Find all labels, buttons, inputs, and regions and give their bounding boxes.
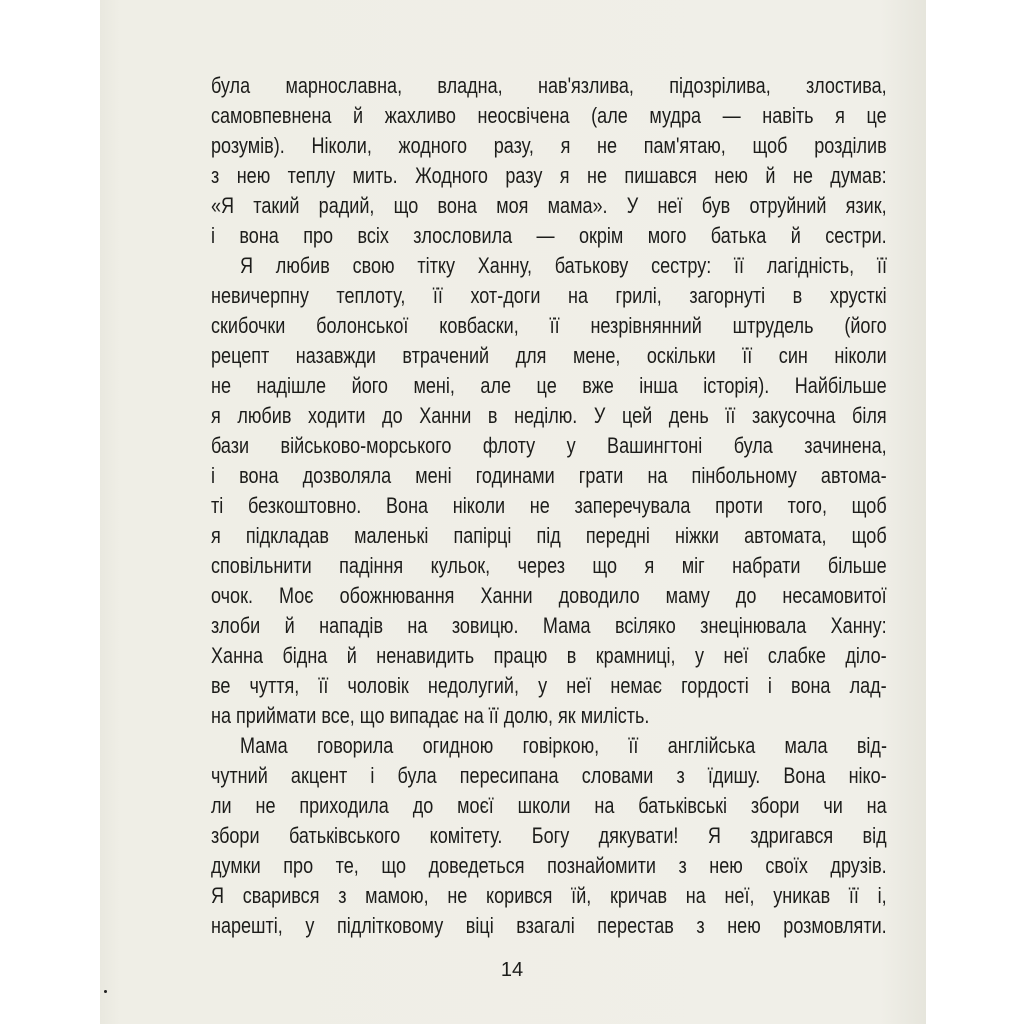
text-line-content: Я сварився з мамою, не корився їй, кричав на неї, уникав її і, [211, 883, 887, 908]
text-line-content: я любив ходити до Ханни в неділю. У цей день її закусочна біля [211, 403, 887, 428]
text-line [211, 551, 887, 581]
text-line-content: очок. Моє обожнювання Ханни доводило маму до несамовитої [211, 583, 887, 608]
text-line [211, 641, 887, 671]
text-line [211, 101, 887, 131]
text-line [211, 581, 887, 611]
text-line [211, 71, 887, 101]
text-line [211, 491, 887, 521]
text-line-content: на приймати все, що випадає на її долю, як милість. [211, 703, 650, 728]
text-line-content: ті безкоштовно. Вона ніколи не заперечувала проти того, щоб [211, 493, 887, 518]
text-line-content: Мама говорила огидною говіркою, її англійська мала від- [240, 733, 887, 758]
text-line [211, 161, 887, 191]
text-line-content: не надішле його мені, але це вже інша історія). Найбільше [211, 373, 887, 398]
text-line [211, 341, 887, 371]
text-line [211, 431, 887, 461]
text-line [211, 401, 887, 431]
text-line [211, 851, 887, 881]
text-line [211, 311, 887, 341]
text-line-content: я підкладав маленькі папірці під передні ніжки автомата, щоб [211, 523, 887, 548]
text-line-content: думки про те, що доведеться познайомити з нею своїх друзів. [211, 853, 887, 878]
text-line-content: була марнославна, владна, нав'язлива, підозрілива, злостива, [211, 73, 887, 98]
text-line [211, 881, 887, 911]
text-line [211, 221, 887, 251]
text-line [211, 791, 887, 821]
text-line-content: і вона про всіх злословила — окрім мого батька й сестри. [211, 223, 887, 248]
text-line [211, 701, 887, 731]
text-line [211, 731, 887, 761]
page-number: 14 [500, 959, 524, 981]
speck [104, 990, 107, 993]
text-line-content: з нею теплу мить. Жодного разу я не пишався нею й не думав: [211, 163, 887, 188]
text-line-content: «Я такий радий, що вона моя мама». У неї був отруйний язик, [211, 193, 887, 218]
text-line-content: чутний акцент і була пересипана словами з їдишу. Вона ніко- [211, 763, 887, 788]
text-line-content: збори батьківського комітету. Богу дякувати! Я здригався від [211, 823, 887, 848]
text-line [211, 251, 887, 281]
text-line-content: невичерпну теплоту, її хот-доги на грилі, загорнуті в хрусткі [211, 283, 887, 308]
text-line [211, 131, 887, 161]
text-line-content: ли не приходила до моєї школи на батьківські збори чи на [211, 793, 887, 818]
text-line-content: злоби й нападів на зовицю. Мама всіляко знецінювала Ханну: [211, 613, 887, 638]
text-line [211, 281, 887, 311]
text-line [211, 191, 887, 221]
text-line-content: і вона дозволяла мені годинами грати на пінбольному автома- [211, 463, 887, 488]
text-line-content: розумів). Ніколи, жодного разу, я не пам'ятаю, щоб розділив [211, 133, 887, 158]
text-line-content: Я любив свою тітку Ханну, батькову сестру: її лагідність, її [240, 253, 887, 278]
text-line-content: рецепт назавжди втрачений для мене, оскільки її син ніколи [211, 343, 887, 368]
text-line [211, 611, 887, 641]
text-line [211, 821, 887, 851]
text-line-content: самовпевнена й жахливо неосвічена (але мудра — навіть я це [211, 103, 887, 128]
text-line [211, 671, 887, 701]
text-line [211, 521, 887, 551]
text-line [211, 761, 887, 791]
text-line-content: скибочки болонської ковбаски, її незрівнянний штрудель (його [211, 313, 887, 338]
text-line-content: Ханна бідна й ненавидить працю в крамниці, у неї слабке діло- [211, 643, 887, 668]
text-line-content: сповільнити падіння кульок, через що я міг набрати більше [211, 553, 887, 578]
text-line-content: бази військово-морського флоту у Вашингтоні була зачинена, [211, 433, 887, 458]
text-line-content: ве чуття, її чоловік недолугий, у неї немає гордості і вона лад- [211, 673, 887, 698]
text-line-content: нарешті, у підлітковому віці взагалі перестав з нею розмовляти. [211, 913, 887, 938]
text-line [211, 371, 887, 401]
text-line [211, 461, 887, 491]
text-line [211, 911, 887, 941]
body-text [211, 71, 887, 941]
